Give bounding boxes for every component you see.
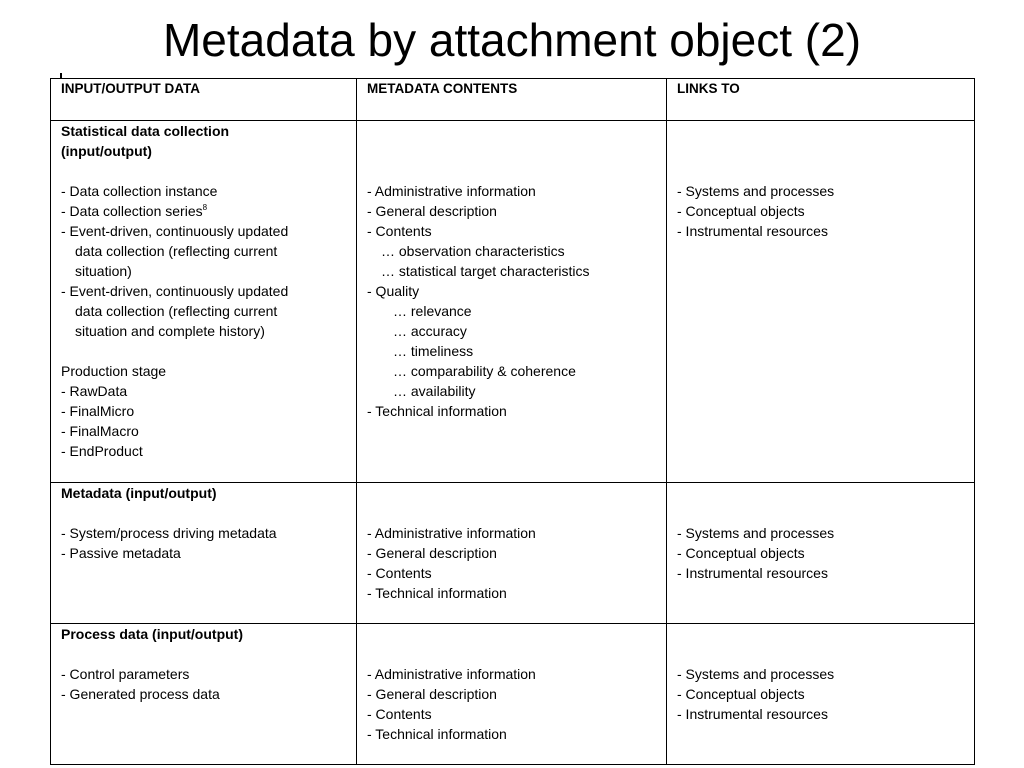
list-item: - General description — [367, 686, 497, 702]
list-item: … timeliness — [393, 343, 474, 359]
list-item: - Contents — [367, 223, 432, 239]
list-item: - Technical information — [367, 585, 507, 601]
cell-metadata-contents — [357, 483, 667, 624]
footnote-mark: 8 — [202, 203, 208, 212]
list-item: - Contents — [367, 565, 432, 581]
metadata-table — [50, 78, 975, 765]
list-item: - Instrumental resources — [677, 706, 828, 722]
list-item: - Event-driven, continuously updated — [61, 223, 289, 239]
list-item: - Administrative information — [367, 666, 536, 682]
list-item: - Instrumental resources — [677, 223, 828, 239]
cell-links-to — [667, 624, 975, 765]
cell-metadata-contents — [357, 624, 667, 765]
list-item: - FinalMicro — [61, 403, 135, 419]
list-item: - EndProduct — [61, 443, 143, 459]
list-item: - Technical information — [367, 726, 507, 742]
list-item: - Data collection series$^8$ — [61, 203, 208, 219]
list-item: situation and complete history) — [75, 323, 265, 339]
list-item: - Contents — [367, 706, 432, 722]
list-item: - System/process driving metadata — [61, 525, 277, 541]
list-item: - Systems and processes — [677, 183, 835, 199]
list-item: - Event-driven, continuously updated — [61, 283, 289, 299]
row-heading: Metadata (input/output) — [61, 485, 217, 501]
table-row-metadata — [51, 483, 975, 624]
list-item: - Systems and processes — [677, 525, 835, 541]
header-input-output: INPUT/OUTPUT DATA — [51, 79, 357, 121]
list-item: - RawData — [61, 383, 128, 399]
stage-title: Production stage — [61, 363, 167, 379]
cell-links-to — [667, 483, 975, 624]
list-item: - General description — [367, 545, 497, 561]
list-item: … comparability & coherence — [393, 363, 576, 379]
list-item: - Conceptual objects — [677, 203, 805, 219]
table-row-statistical-data-collection — [51, 121, 975, 483]
list-item: - Generated process data — [61, 686, 220, 702]
list-item: - General description — [367, 203, 497, 219]
list-item: - Passive metadata — [61, 545, 181, 561]
list-item: - Administrative information — [367, 525, 536, 541]
list-item: - Quality — [367, 283, 420, 299]
list-item: - Technical information — [367, 403, 507, 419]
cell-input-output — [51, 483, 357, 624]
cell-input-output — [51, 121, 357, 483]
list-item: … availability — [393, 383, 476, 399]
list-item: - Control parameters — [61, 666, 190, 682]
list-item: - Administrative information — [367, 183, 536, 199]
cell-links-to — [667, 121, 975, 483]
list-item: - FinalMacro — [61, 423, 139, 439]
list-item: - Systems and processes — [677, 666, 835, 682]
list-item: - Conceptual objects — [677, 686, 805, 702]
list-item: data collection (reflecting current — [75, 303, 278, 319]
slide-title: Metadata by attachment object (2) — [162, 14, 862, 66]
row-heading: Process data (input/output) — [61, 626, 243, 642]
cell-input-output — [51, 624, 357, 765]
list-item: - Conceptual objects — [677, 545, 805, 561]
cell-metadata-contents — [357, 121, 667, 483]
header-links-to: LINKS TO — [667, 79, 975, 121]
row-heading: Statistical data collection — [61, 123, 230, 139]
header-row — [51, 79, 975, 121]
list-item: … accuracy — [393, 323, 467, 339]
list-item: … observation characteristics — [381, 243, 565, 259]
list-item: … statistical target characteristics — [381, 263, 590, 279]
header-metadata-contents: METADATA CONTENTS — [357, 79, 667, 121]
list-item: situation) — [75, 263, 132, 279]
list-item: … relevance — [393, 303, 472, 319]
list-item: - Instrumental resources — [677, 565, 828, 581]
list-item: data collection (reflecting current — [75, 243, 278, 259]
table-row-process-data — [51, 624, 975, 765]
list-item: - Data collection instance — [61, 183, 218, 199]
row-heading-sub: (input/output) — [61, 143, 152, 159]
